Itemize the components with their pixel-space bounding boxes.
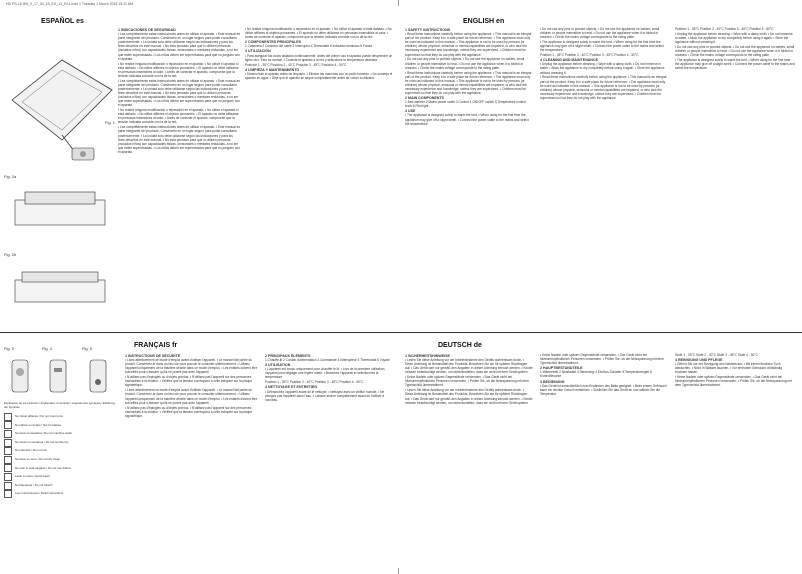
legend-text: No lavar en seco / Do not dry clean xyxy=(15,456,61,461)
no-babies-icon xyxy=(4,421,12,429)
de-section-2-text: 1 Wärmebett 2 Netzkabel 3 Steuerung 4 Ein/Aus-Schalter 5 Temperaturregler 6 Kontrollleuchte xyxy=(540,370,652,379)
legend-row xyxy=(4,481,119,490)
de-section-1-heading: 1 SICHERHEITSHINWEISE xyxy=(405,354,450,358)
de-section-1-text: • Lesen Sie diese Anleitung vor der Inbetriebnahme des Geräts aufmerksam durch. • Diese Anleitung ist Bestandteil des Produkts. Bewahren Sie sie für spätere Rückfragen auf. • Das Gerät darf nur gemäß den Angaben in dieser Anleitung benutzt werden. • Kinder müssen beaufsichtigt werden, um sicherzustellen, dass sie nicht mit dem Gerät spielen. xyxy=(405,358,533,375)
figure-1 xyxy=(2,30,122,170)
es-section-4-text: • Desenchufe el aparato antes de limpiarlo. • Elimine las manchas con un paño húmedo. • No sumerja el aparato en agua. • Deje que el aparato se seque completamente antes de volver a utilizarlo. xyxy=(245,71,393,80)
en-section-2-heading: 2 MAIN COMPONENTS xyxy=(405,96,444,101)
legend-row xyxy=(4,464,119,473)
crop-mark xyxy=(398,0,400,6)
figure-2a xyxy=(10,180,110,240)
symbol-legend xyxy=(4,402,119,568)
read-instructions-icon xyxy=(4,490,12,498)
es-column-1 xyxy=(118,27,240,325)
en-section-1-text-2: • Read these instructions carefully before using the appliance. • This manual is an integral part of the product. Keep it in a safe place for future reference. • The appliance must only be used as indicated in this manual. • This appliance is not to be used by persons (or children) whose physical, sensorial or mental capabilities are impaired, or who lack the necessary experience and knowledge, unless they are supervised. • Children must be supervised so that they do not play with the appliance. xyxy=(540,75,667,100)
en-section-3-text-3: • The appliance is designed solely to warm the bed. • When using for the first time the appliance may give off a slight smell. • Connect the power cable to the mains and select the temperature. xyxy=(675,58,795,71)
en-column-2 xyxy=(540,27,668,325)
es-section-2-text: 1 Cabecera 2 Conector del cable 3 Interruptor 4 Termostato 5 Indicador luminoso 6 Funda xyxy=(245,44,372,49)
fig-1-label: Fig. 1 xyxy=(105,120,116,125)
legend-row xyxy=(4,421,119,430)
de-section-3-heading: 3 BEDIENUNG xyxy=(540,379,565,384)
legend-text: No utilizar en bebés / Not for babies xyxy=(15,422,61,427)
es-column-2 xyxy=(245,27,393,325)
legend-text: No planchar / Do not iron xyxy=(15,448,48,453)
es-section-1-heading: 1 INDICACIONES DE SEGURIDAD xyxy=(118,28,176,32)
no-tumble-dry-icon xyxy=(4,439,12,447)
legend-text: Lavar a mano / Hand wash xyxy=(15,474,50,479)
fig-2a-label: Fig. 2a xyxy=(4,174,17,179)
de-section-2-heading: 2 HAUPTBESTANDTEILE xyxy=(540,366,583,371)
de-column-3 xyxy=(675,353,795,568)
legend-text: No secar en secadora / Do not tumble dry xyxy=(15,439,69,444)
fr-section-3-text: • L'appareil est conçu uniquement pour chauffer le lit. • Lors de la première utilisation, l'appareil peut dégager une légère odeur. • Branchez l'appareil et sélectionnez la température. xyxy=(265,367,386,380)
legend-row xyxy=(4,490,119,499)
legend-row xyxy=(4,473,119,482)
fr-section-1-more-repeat: • N'utilisez pas d'épingles ou d'objets pointus. • N'utilisez pas l'appareil sur des personnes insensibles à la chaleur. • Vérifiez que la tension correspond à celle indiquée sur la plaque signalétique. xyxy=(125,405,253,418)
legend-row xyxy=(4,438,119,447)
en-section-1-text: • Read these instructions carefully before using the appliance. • This manual is an integral part of the product. Keep it in a safe place for future reference. • The appliance must only be used as indicated in this manual. • This appliance is not to be used by persons (or children) whose physical, sensorial or mental capabilities are impaired, or who lack the necessary experience and knowledge, unless they are supervised. • Children must be supervised so that they do not play with the appliance. xyxy=(405,32,532,57)
en-column-3 xyxy=(675,27,795,325)
lang-title-en: ENGLISH en xyxy=(463,18,505,25)
legend-text: No usar si está plegado / Do not use folded xyxy=(15,465,71,470)
en-section-1-text-repeat: • Read these instructions carefully before using the appliance. • This manual is an integral part of the product. Keep it in a safe place for future reference. • The appliance must only be used as indicated in this manual. • This appliance is not to be used by persons (or children) whose physical, sensorial or mental capabilities are impaired, or who lack the necessary experience and knowledge, unless they are supervised. • Children must be supervised so that they do not play with the appliance. xyxy=(405,70,532,95)
en-section-2-text: 1 Bed warmer 2 Mains power cable 3 Control 4 ON/OFF switch 5 Temperature control knob 6 Pilot light xyxy=(405,100,526,109)
en-section-3-text-2: • The appliance is designed solely to warm the bed. • When using for the first time the appliance may give off a slight smell. • Connect the power cable to the mains and select the temperature. xyxy=(540,40,664,53)
en-section-4-text: • Unplug the appliance before cleaning. • Wipe with a damp cloth. • Do not immerse in water. • Allow the appliance to dry completely before using it again. • Store the appliance without creasing it. xyxy=(540,62,665,75)
fr-section-1-more: • N'utilisez pas d'épingles ou d'objets pointus. • N'utilisez pas l'appareil sur des personnes insensibles à la chaleur. • Vérifiez que la tension correspond à celle indiquée sur la plaque signalétique. xyxy=(125,375,253,388)
fr-section-1-text-repeat: • Lisez attentivement ce mode d'emploi avant d'utiliser l'appareil. • Le manuel fait partie du produit. Conservez-le dans un lieu sûr pour pouvoir le consulter ultérieurement. • Utilisez l'appareil uniquement de la manière décrite dans ce mode d'emploi. • Les enfants doivent être surveillés pour s'assurer qu'ils ne jouent pas avec l'appareil. xyxy=(125,388,258,405)
fig-3-label: Fig. 3 xyxy=(4,346,15,351)
es-section-1-more-2: • No realice ninguna modificación o reparación en el aparato. • No utilice el aparato si está dañado. • No utilice alfileres ni objetos punzantes. • El aparato no debe utilizarse en personas insensibles al calor. • Antes de conectar el aparato, compruebe que la tensión indicada coincide con la de la red. xyxy=(245,27,392,40)
legend-row xyxy=(4,456,119,465)
en-section-4-text-2: • Unplug the appliance before cleaning. • Wipe with a damp cloth. • Do not immerse in water. • Allow the appliance to dry completely before using it again. • Store the appliance without creasing it. xyxy=(675,31,793,45)
de-section-1-more-2: • Keine Nadeln oder spitzen Gegenstände verwenden. • Das Gerät nicht bei hitzeunempfindlichen Personen verwenden. • Prüfen Sie, ob die Netzspannung mit dem Typenschild übereinstimmt. xyxy=(540,353,664,366)
heated-blanket-illustration xyxy=(2,30,122,170)
de-section-1-text-repeat: • Lesen Sie diese Anleitung vor der Inbetriebnahme des Geräts aufmerksam durch. • Diese Anleitung ist Bestandteil des Produkts. Bewahren Sie sie für spätere Rückfragen auf. • Das Gerät darf nur gemäß den Angaben in dieser Anleitung benutzt werden. • Kinder müssen beaufsichtigt werden, um sicherzustellen, dass sie nicht mit dem Gerät spielen. xyxy=(405,388,533,405)
de-column-1 xyxy=(405,353,533,568)
page-divider xyxy=(0,332,802,333)
en-section-3-heading: 3 USE xyxy=(405,109,416,114)
bed-mattress-illustration xyxy=(10,180,110,240)
en-section-1-more-2: • Do not use any pins or pointed objects. • Do not use the appliance on babies, small children or people insensitive to heat. • Do not use the appliance when it is folded or creased. • Check the mains voltage corresponds to the rating plate. xyxy=(540,27,660,40)
figures-3-5 xyxy=(4,354,122,399)
es-positions: Posición 1 - 35°C Posición 2 - 40°C Posición 3 - 45°C Posición 4 - 50°C xyxy=(245,62,347,67)
de-section-3-text: • Das Gerät ist ausschließlich zum Erwärmen des Betts geeignet. • Beim ersten Gebrauch kann ein leichter Geruch entstehen. • Schließen Sie das Gerät an und wählen Sie die Temperatur. xyxy=(540,383,667,396)
fr-section-4-text: • Débranchez l'appareil avant de le nettoyer. • Nettoyez avec un chiffon humide. • Ne plongez pas l'appareil dans l'eau. • Laissez sécher complètement avant de l'utiliser à nouveau. xyxy=(265,389,385,402)
legend-text: No lavar en lavadora / Do not machine wash xyxy=(15,431,72,436)
control-unit-illustrations xyxy=(4,354,122,399)
no-dry-clean-icon xyxy=(4,456,12,464)
fig-4-label: Fig. 4 xyxy=(42,346,53,351)
de-section-4-text: • Ziehen Sie vor der Reinigung den Netzstecker. • Mit einem feuchten Tuch abwischen. • Nicht in Wasser tauchen. • Vor erneutem Gebrauch vollständig trocknen lassen. xyxy=(675,362,782,375)
de-column-2 xyxy=(540,353,668,568)
es-section-1-more-repeat: • No realice ninguna modificación o reparación en el aparato. • No utilice el aparato si está dañado. • No utilice alfileres ni objetos punzantes. • El aparato no debe utilizarse en personas insensibles al calor. • Antes de conectar el aparato, compruebe que la tensión indicada coincide con la de la red. xyxy=(118,108,239,125)
fig-5-label: Fig. 5 xyxy=(82,346,93,351)
bed-mattress-illustration-b xyxy=(10,258,110,318)
fr-section-2-heading: 2 PRINCIPAUX ÉLÉMENTS xyxy=(265,354,311,358)
hand-wash-icon xyxy=(4,473,12,481)
de-section-1-more: • Keine Nadeln oder spitzen Gegenstände verwenden. • Das Gerät nicht bei hitzeunempfindlichen Personen verwenden. • Prüfen Sie, ob die Netzspannung mit dem Typenschild übereinstimmt. xyxy=(405,375,529,388)
en-section-4-heading: 4 CLEANING AND MAINTENANCE xyxy=(540,58,598,63)
fig-2b-label: Fig. 2b xyxy=(4,252,17,257)
en-positions: Position 1 - 35°C Position 2 - 40°C Position 3 - 45°C Position 4 - 50°C xyxy=(540,53,639,58)
crop-mark xyxy=(398,568,400,574)
es-section-1-text-repeat: • Lea completamente estas instrucciones antes de utilizar el aparato. • Este manual es parte integrante del producto. Consérvelo en un lugar seguro para poder consultarlo posteriormente. • La unidad solo debe utilizarse según las indicaciones y para los fines descritos en este manual. • No está pensado para que lo utilicen personas (incluidos niños) con capacidades físicas, sensoriales o mentales reducidas, a no ser que estén supervisadas. • Los niños deben ser supervisados para que no jueguen con el aparato. xyxy=(118,78,240,108)
en-section-1-more-3: • Do not use any pins or pointed objects. • Do not use the appliance on babies, small children or people insensitive to heat. • Do not use the appliance when it is folded or creased. • Check the mains voltage corresponds to the rating plate. xyxy=(675,44,795,58)
legend-text: No blanquear / Do not bleach xyxy=(15,482,53,487)
es-section-3-heading: 3 UTILIZACIÓN xyxy=(245,49,271,54)
es-section-1-more: • No realice ninguna modificación o reparación en el aparato. • No utilice el aparato si está dañado. • No utilice alfileres ni objetos punzantes. • El aparato no debe utilizarse en personas insensibles al calor. • Antes de conectar el aparato, compruebe que la tensión indicada coincide con la de la red. xyxy=(118,61,239,78)
es-section-2-heading: 2 COMPONENTES PRINCIPALES xyxy=(245,40,302,45)
es-section-4-heading: 4 LIMPIEZA Y MANTENIMIENTO xyxy=(245,67,300,72)
de-positions: Stufe 1 - 35°C Stufe 2 - 40°C Stufe 3 - 45°C Stufe 4 - 50°C xyxy=(675,353,758,357)
en-section-1-heading: 1 SAFETY INSTRUCTIONS xyxy=(405,28,451,32)
no-iron-icon xyxy=(4,447,12,455)
fr-section-1-text: • Lisez attentivement ce mode d'emploi avant d'utiliser l'appareil. • Le manuel fait partie du produit. Conservez-le dans un lieu sûr pour pouvoir le consulter ultérieurement. • Utilisez l'appareil uniquement de la manière décrite dans ce mode d'emploi. • Les enfants doivent être surveillés pour s'assurer qu'ils ne jouent pas avec l'appareil. xyxy=(125,358,258,375)
lang-title-de: DEUTSCH de xyxy=(438,342,482,349)
file-info: HD PS-15 HM_0_17_04_15_ES_13_R14.indd 1 Tuesday 1 March 2016 15:11 AM xyxy=(6,2,133,6)
no-pins-icon xyxy=(4,413,12,421)
es-section-1-text-repeat-2: • Lea completamente estas instrucciones antes de utilizar el aparato. • Este manual es parte integrante del producto. Consérvelo en un lugar seguro para poder consultarlo posteriormente. • La unidad solo debe utilizarse según las indicaciones y para los fines descritos en este manual. • No está pensado para que lo utilicen personas (incluidos niños) con capacidades físicas, sensoriales o mentales reducidas, a no ser que estén supervisadas. • Los niños deben ser supervisados para que no jueguen con el aparato. xyxy=(118,125,240,154)
es-section-1-text: • Lea completamente estas instrucciones antes de utilizar el aparato. • Este manual es parte integrante del producto. Consérvelo en un lugar seguro para poder consultarlo posteriormente. • La unidad solo debe utilizarse según las indicaciones y para los fines descritos en este manual. • No está pensado para que lo utilicen personas (incluidos niños) con capacidades físicas, sensoriales o mentales reducidas, a no ser que estén supervisadas. • Los niños deben ser supervisados para que no jueguen con el aparato. xyxy=(118,32,240,61)
en-column-1 xyxy=(405,27,533,325)
no-machine-wash-icon xyxy=(4,430,12,438)
fr-section-2-text: 1 Chauffe-lit 2 Cordon d'alimentation 3 Commande 4 Interrupteur 5 Thermostat 6 Voyant xyxy=(265,358,390,363)
legend-row xyxy=(4,447,119,456)
lang-title-fr: FRANÇAIS fr xyxy=(134,342,178,349)
en-section-3-text: • The appliance is designed solely to warm the bed. • When using for the first time the appliance may give off a slight smell. • Connect the power cable to the mains and select the temperature. xyxy=(405,113,529,126)
de-section-4-heading: 4 REINIGUNG UND PFLEGE xyxy=(675,358,723,363)
no-bleach-icon xyxy=(4,482,12,490)
figure-2b xyxy=(10,258,110,318)
legend-row xyxy=(4,430,119,439)
fr-column-2 xyxy=(265,353,395,568)
no-folded-use-icon xyxy=(4,464,12,472)
fr-column-1 xyxy=(125,353,259,568)
legend-text: No clavar alfileres / Do not insert pins xyxy=(15,413,63,418)
legend-row xyxy=(4,413,119,422)
en-positions-2: Position 1 - 35°C Position 2 - 40°C Position 3 - 45°C Position 4 - 50°C xyxy=(675,27,774,31)
fr-section-1-heading: 1 INSTRUCTIONS DE SÉCURITÉ xyxy=(125,354,181,358)
de-section-1-more-3: • Keine Nadeln oder spitzen Gegenstände verwenden. • Das Gerät nicht bei hitzeunempfindlichen Personen verwenden. • Prüfen Sie, ob die Netzspannung mit dem Typenschild übereinstimmt. xyxy=(675,375,792,388)
en-section-1-more: • Do not use any pins or pointed objects. • Do not use the appliance on babies, small children or people insensitive to heat. • Do not use the appliance when it is folded or creased. • Check the mains voltage corresponds to the rating plate. xyxy=(405,57,525,70)
legend-title: Explicación de los símbolos / Explanation of symbols / Légende des symboles / Erklärung der Symbole xyxy=(4,401,115,409)
fr-positions: Position 1 - 35°C Position 2 - 40°C Position 3 - 45°C Position 4 - 50°C xyxy=(265,380,364,385)
fr-section-4-heading: 4 NETTOYAGE ET ENTRETIEN xyxy=(265,385,317,390)
lang-title-es: ESPAÑOL es xyxy=(41,18,84,25)
fr-section-3-heading: 3 UTILISATION xyxy=(265,363,291,368)
es-section-3-text: • Para asegurar los ciclos aislados continuamente, antes del primer uso el aparato puede desprender un ligero olor. Esto es normal. • Conecte el aparato a la red y seleccione la temperatura deseada. xyxy=(245,53,393,62)
legend-text: Leer instrucciones / Read instructions xyxy=(15,491,64,496)
